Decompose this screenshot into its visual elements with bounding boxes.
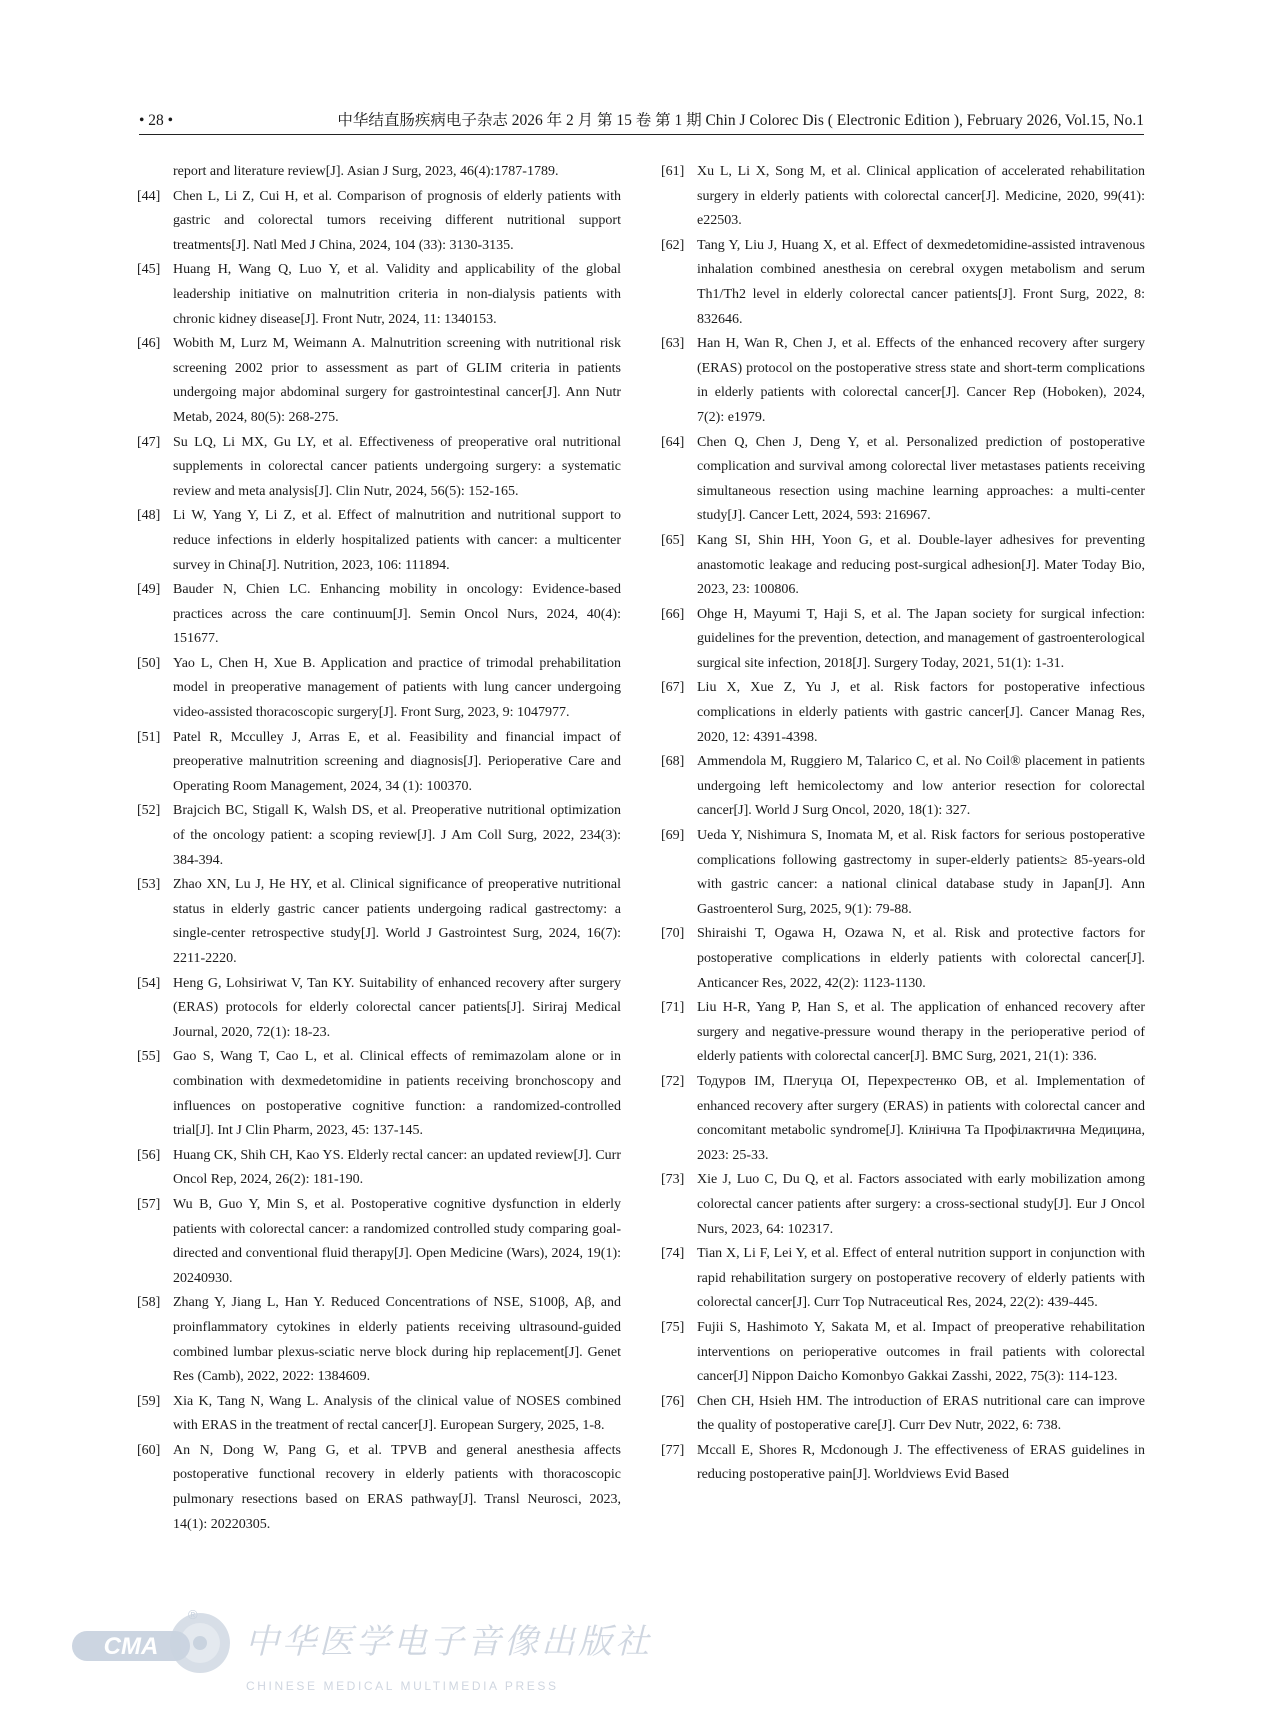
reference-number: [53] bbox=[137, 877, 161, 893]
reference-entry bbox=[137, 1144, 621, 1193]
reference-entry bbox=[661, 676, 1145, 750]
references-left-column bbox=[137, 160, 621, 1537]
references-right-column bbox=[661, 160, 1145, 1488]
reference-number: [50] bbox=[137, 655, 161, 671]
reference-text: Chen Q, Chen J, Deng Y, et al. Personalized prediction of postoperative complication and survival among colorectal liver metastases patients receiving simultaneous resection using machine learning approaches: a multi-center study[J]. Cancer Lett, 2024, 593: 216967. bbox=[697, 434, 1145, 524]
reference-number: [66] bbox=[661, 606, 685, 622]
reference-entry bbox=[661, 750, 1145, 824]
reference-text: Huang CK, Shih CH, Kao YS. Elderly rectal cancer: an updated review[J]. Curr Oncol Rep, 2024, 26(2): 181-190. bbox=[173, 1147, 621, 1188]
logo-text: CMA bbox=[103, 1633, 159, 1660]
reference-text: Tang Y, Liu J, Huang X, et al. Effect of dexmedetomidine-assisted intravenous inhalation combined anesthesia on cerebral oxygen metabolism and serum Th1/Th2 level in elderly colorectal cancer patients[J]. Front Surg, 2022, 8: 832646. bbox=[697, 237, 1145, 327]
reference-text: Xu L, Li X, Song M, et al. Clinical application of accelerated rehabilitation surgery in elderly patients with colorectal cancer[J]. Medicine, 2020, 99(41): e22503. bbox=[697, 164, 1145, 229]
reference-entry bbox=[137, 258, 621, 332]
reference-number: [70] bbox=[661, 926, 685, 942]
reference-entry bbox=[137, 1045, 621, 1143]
journal-citation-line: 中华结直肠疾病电子杂志 2026 年 2 月 第 15 卷 第 1 期 Chin J Colorec Dis ( Electronic Edition ), February 2026, Vol.15, No.1 bbox=[337, 112, 1144, 129]
reference-text: Mccall E, Shores R, Mcdonough J. The effectiveness of ERAS guidelines in reducing postoperative pain[J]. Worldviews Evid Based bbox=[697, 1442, 1145, 1483]
reference-number: [67] bbox=[661, 680, 685, 696]
reference-text: Wobith M, Lurz M, Weimann A. Malnutrition screening with nutritional risk screening 2002 prior to assessment as part of GLIM criteria in patients undergoing major abdominal surgery for gastrointestinal cancer[J]. Ann Nutr Metab, 2024, 80(5): 268-275. bbox=[173, 336, 621, 425]
reference-number: [65] bbox=[661, 532, 685, 548]
reference-entry bbox=[137, 972, 621, 1046]
reference-text: Chen L, Li Z, Cui H, et al. Comparison of prognosis of elderly patients with gastric and colorectal tumors receiving different nutritional support treatments[J]. Natl Med J China, 2024, 104 (33): 3130-3135. bbox=[173, 188, 621, 253]
reference-entry bbox=[661, 1242, 1145, 1316]
reference-entry bbox=[137, 431, 621, 505]
reference-entry bbox=[137, 873, 621, 971]
reference-number: [48] bbox=[137, 508, 161, 524]
reference-entry bbox=[661, 234, 1145, 332]
reference-number: [49] bbox=[137, 582, 161, 598]
reference-number: [52] bbox=[137, 803, 161, 819]
reference-number: [71] bbox=[661, 1000, 685, 1016]
reference-text: Han H, Wan R, Chen J, et al. Effects of the enhanced recovery after surgery (ERAS) protocol on the postoperative stress state and short-term complications in elderly patients with colorectal cancer[J]. Cancer Rep (Hoboken), 2024, 7(2): e1979. bbox=[697, 336, 1145, 425]
reference-entry bbox=[661, 1390, 1145, 1439]
reference-entry bbox=[661, 603, 1145, 677]
reference-entry bbox=[661, 1439, 1145, 1488]
reference-text: Ohge H, Mayumi T, Haji S, et al. The Japan society for surgical infection: guidelines for the prevention, detection, and management of gastroenterological surgical site infection, 2018[J]. Surgery Today, 2021, 51(1): 1-31. bbox=[697, 606, 1145, 671]
reference-text: Ammendola M, Ruggiero M, Talarico C, et al. No Coil® placement in patients undergoing left hemicolectomy and low anterior resection for colorectal cancer[J]. World J Surg Oncol, 2020, 18(1): 327. bbox=[697, 754, 1145, 819]
reference-text: Heng G, Lohsiriwat V, Tan KY. Suitability of enhanced recovery after surgery (ERAS) protocols for elderly colorectal cancer patients[J]. Siriraj Medical Journal, 2020, 72(1): 18-23. bbox=[173, 975, 621, 1040]
reference-text: Brajcich BC, Stigall K, Walsh DS, et al. Preoperative nutritional optimization of the oncology patient: a scoping review[J]. J Am Coll Surg, 2022, 234(3): 384-394. bbox=[173, 803, 621, 868]
reference-text: Xie J, Luo C, Du Q, et al. Factors associated with early mobilization among colorectal cancer patients after surgery: a cross-sectional study[J]. Eur J Oncol Nurs, 2023, 64: 102317. bbox=[697, 1172, 1145, 1237]
reference-entry bbox=[661, 1168, 1145, 1242]
reference-number: [59] bbox=[137, 1393, 161, 1409]
reference-entry bbox=[137, 1193, 621, 1291]
reference-text: Bauder N, Chien LC. Enhancing mobility in oncology: Evidence-based practices across the care continuum[J]. Semin Oncol Nurs, 2024, 40(4): 151677. bbox=[173, 582, 621, 647]
reference-entry bbox=[661, 922, 1145, 996]
reference-number: [76] bbox=[661, 1393, 685, 1409]
registered-mark: ® bbox=[188, 1607, 198, 1622]
reference-entry bbox=[137, 160, 621, 185]
publisher-logo bbox=[70, 1605, 652, 1685]
reference-text: Wu B, Guo Y, Min S, et al. Postoperative cognitive dysfunction in elderly patients with colorectal cancer: a randomized controlled study comparing goal-directed and conventional fluid therapy[J]. Open Medicine (Wars), 2024, 19(1): 20240930. bbox=[173, 1196, 621, 1286]
reference-entry bbox=[137, 578, 621, 652]
reference-entry bbox=[661, 332, 1145, 430]
page-number: • 28 • bbox=[139, 112, 174, 129]
reference-number: [58] bbox=[137, 1295, 161, 1311]
reference-number: [64] bbox=[661, 434, 685, 450]
reference-text: Chen CH, Hsieh HM. The introduction of ERAS nutritional care can improve the quality of postoperative care[J]. Curr Dev Nutr, 2022, 6: 738. bbox=[697, 1393, 1145, 1434]
reference-number: [46] bbox=[137, 336, 161, 352]
reference-text: Xia K, Tang N, Wang L. Analysis of the clinical value of NOSES combined with ERAS in the treatment of rectal cancer[J]. European Surgery, 2025, 1-8. bbox=[173, 1393, 621, 1434]
reference-number: [45] bbox=[137, 262, 161, 278]
cma-logo-icon bbox=[70, 1605, 652, 1685]
page-header bbox=[139, 108, 1144, 135]
reference-text: Liu H-R, Yang P, Han S, et al. The application of enhanced recovery after surgery and negative-pressure wound therapy in the perioperative period of elderly patients with colorectal cancer[J]. BMC Surg, 2021, 21(1): 336. bbox=[697, 1000, 1145, 1065]
reference-number: [69] bbox=[661, 828, 685, 844]
reference-text: Shiraishi T, Ogawa H, Ozawa N, et al. Risk and protective factors for postoperative complications in elderly patients with colorectal cancer[J]. Anticancer Res, 2022, 42(2): 1123-1130. bbox=[697, 926, 1145, 991]
reference-text: Тодуров ІМ, Плегуца ОІ, Перехрестенко ОВ, et al. Implementation of enhanced recovery after surgery (ERAS) in patients with colorectal cancer and concomitant metabolic syndrome[J]. Клінічна Та Профілактична Медицина, 2023: 25-33. bbox=[697, 1073, 1145, 1163]
reference-number: [62] bbox=[661, 237, 685, 253]
reference-text: Zhao XN, Lu J, He HY, et al. Clinical significance of preoperative nutritional status in elderly gastric cancer patients undergoing radical gastrectomy: a single-center retrospective study[J]. World J Gastrointest Surg, 2024, 16(7): 2211-2220. bbox=[173, 877, 621, 966]
reference-entry bbox=[137, 332, 621, 430]
reference-entry bbox=[137, 652, 621, 726]
reference-text: Gao S, Wang T, Cao L, et al. Clinical effects of remimazolam alone or in combination with dexmedetomidine in patients receiving bronchoscopy and influences on postoperative cognitive function: a randomized-controlled trial[J]. Int J Clin Pharm, 2023, 45: 137-145. bbox=[173, 1049, 621, 1139]
reference-entry bbox=[137, 1390, 621, 1439]
reference-number: [61] bbox=[661, 164, 685, 179]
reference-number: [51] bbox=[137, 729, 161, 745]
reference-entry bbox=[661, 1070, 1145, 1168]
reference-text: Huang H, Wang Q, Luo Y, et al. Validity and applicability of the global leadership initiative on malnutrition criteria in non-dialysis patients with chronic kidney disease[J]. Front Nutr, 2024, 11: 1340153. bbox=[173, 262, 621, 327]
reference-number: [55] bbox=[137, 1049, 161, 1065]
reference-number: [68] bbox=[661, 754, 685, 770]
reference-number: [56] bbox=[137, 1147, 161, 1163]
reference-entry bbox=[137, 504, 621, 578]
reference-text: An N, Dong W, Pang G, et al. TPVB and general anesthesia affects postoperative functional recovery in elderly patients with thoracoscopic pulmonary resections based on ERAS pathway[J]. Transl Neurosci, 2023, 14(1): 20220305. bbox=[173, 1442, 621, 1532]
reference-number: [74] bbox=[661, 1246, 685, 1262]
reference-entry bbox=[661, 824, 1145, 922]
reference-number: [47] bbox=[137, 434, 161, 450]
reference-entry bbox=[661, 431, 1145, 529]
reference-number: [75] bbox=[661, 1319, 685, 1335]
reference-number: [54] bbox=[137, 975, 161, 991]
reference-text: Fujii S, Hashimoto Y, Sakata M, et al. Impact of preoperative rehabilitation interventions on perioperative outcomes in frail patients with colorectal cancer[J] Nippon Daicho Komonbyo Gakkai Zasshi, 2022, 75(3): 114-123. bbox=[697, 1319, 1145, 1385]
reference-number: [72] bbox=[661, 1073, 685, 1089]
reference-text: Su LQ, Li MX, Gu LY, et al. Effectiveness of preoperative oral nutritional supplements in colorectal cancer patients undergoing surgery: a systematic review and meta analysis[J]. Clin Nutr, 2024, 56(5): 152-165. bbox=[173, 434, 621, 499]
reference-number: [73] bbox=[661, 1172, 685, 1188]
reference-entry bbox=[137, 726, 621, 800]
reference-text: report and literature review[J]. Asian J Surg, 2023, 46(4):1787-1789. bbox=[173, 164, 559, 179]
press-name-english: CHINESE MEDICAL MULTIMEDIA PRESS bbox=[246, 1679, 559, 1693]
reference-number: [77] bbox=[661, 1442, 685, 1458]
reference-text: Kang SI, Shin HH, Yoon G, et al. Double-layer adhesives for preventing anastomotic leakage and reducing post-surgical adhesion[J]. Mater Today Bio, 2023, 23: 100806. bbox=[697, 532, 1145, 598]
reference-text: Tian X, Li F, Lei Y, et al. Effect of enteral nutrition support in conjunction with rapid rehabilitation surgery on postoperative recovery of elderly patients with colorectal cancer[J]. Curr Top Nutraceutical Res, 2024, 22(2): 439-445. bbox=[697, 1246, 1145, 1311]
reference-entry bbox=[137, 1291, 621, 1389]
reference-entry bbox=[661, 996, 1145, 1070]
reference-entry bbox=[137, 185, 621, 259]
reference-number: [60] bbox=[137, 1442, 161, 1458]
reference-text: Liu X, Xue Z, Yu J, et al. Risk factors for postoperative infectious complications in elderly patients with gastric cancer[J]. Cancer Manag Res, 2020, 12: 4391-4398. bbox=[697, 680, 1145, 745]
reference-entry bbox=[137, 1439, 621, 1537]
reference-number: [63] bbox=[661, 336, 685, 352]
reference-entry bbox=[661, 529, 1145, 603]
reference-entry bbox=[137, 799, 621, 873]
reference-number: [57] bbox=[137, 1196, 161, 1212]
reference-text: Zhang Y, Jiang L, Han Y. Reduced Concentrations of NSE, S100β, Aβ, and proinflammatory cytokines in elderly patients receiving ultrasound-guided combined lumbar plexus-sciatic nerve block during hip replacement[J]. Genet Res (Camb), 2022, 2022: 1384609. bbox=[173, 1295, 621, 1385]
reference-text: Li W, Yang Y, Li Z, et al. Effect of malnutrition and nutritional support to reduce infections in elderly hospitalized patients with cancer: a multicenter survey in China[J]. Nutrition, 2023, 106: 111894. bbox=[173, 508, 621, 573]
press-name-chinese: 中华医学电子音像出版社 bbox=[245, 1622, 652, 1662]
reference-text: Yao L, Chen H, Xue B. Application and practice of trimodal prehabilitation model in preoperative management of patients with lung cancer undergoing video-assisted thoracoscopic surgery[J]. Front Surg, 2023, 9: 1047977. bbox=[173, 655, 621, 721]
reference-number: [44] bbox=[137, 188, 161, 204]
reference-text: Patel R, Mcculley J, Arras E, et al. Feasibility and financial impact of preoperative malnutrition screening and diagnosis[J]. Perioperative Care and Operating Room Management, 2024, 34 (1): 100370. bbox=[173, 729, 621, 794]
reference-text: Ueda Y, Nishimura S, Inomata M, et al. Risk factors for serious postoperative complications following gastrectomy in super-elderly patients≥ 85-years-old with gastric cancer: a national clinical database study in Japan[J]. Ann Gastroenterol Surg, 2025, 9(1): 79-88. bbox=[697, 828, 1145, 917]
reference-entry bbox=[661, 160, 1145, 234]
reference-entry bbox=[661, 1316, 1145, 1390]
